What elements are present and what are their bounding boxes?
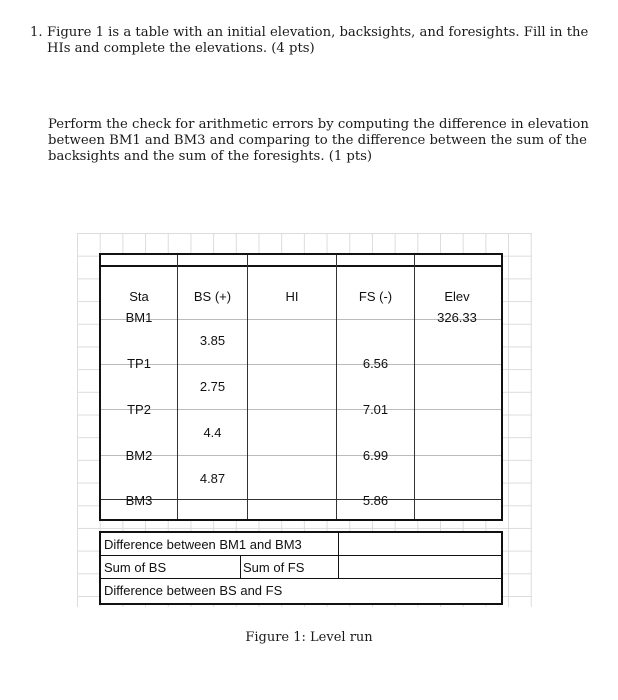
station-tp2: TP2 <box>127 402 151 417</box>
station-tp1: TP1 <box>127 356 151 371</box>
question-1-text: Figure 1 is a table with an initial elevation, backsights, and foresights. Fill in the HIs and complete the elevations. (4 pts) <box>47 25 589 56</box>
question-1-number: 1. <box>30 25 43 40</box>
header-elev: Elev <box>444 289 470 304</box>
header-hi: HI <box>285 289 299 304</box>
column-divider <box>338 533 339 555</box>
column-divider <box>338 555 339 578</box>
station-bm3: BM3 <box>125 493 153 508</box>
bs-value: 2.75 <box>199 379 226 394</box>
label-sum-bs: Sum of BS <box>104 560 167 575</box>
fs-value: 5.86 <box>362 493 389 508</box>
elev-bm1: 326.33 <box>437 310 477 325</box>
row-divider <box>101 578 501 579</box>
header-top-border <box>101 265 501 267</box>
station-bm1: BM1 <box>125 310 153 325</box>
header-fs: FS (-) <box>358 289 393 304</box>
fs-value: 7.01 <box>362 402 389 417</box>
column-divider <box>240 555 241 578</box>
bs-value: 4.4 <box>203 425 222 440</box>
bs-value: 3.85 <box>199 333 226 348</box>
bs-value: 4.87 <box>199 471 226 486</box>
header-bs: BS (+) <box>193 289 232 304</box>
fs-value: 6.99 <box>362 448 389 463</box>
station-bm2: BM2 <box>125 448 153 463</box>
check-table <box>99 531 503 605</box>
label-sum-fs: Sum of FS <box>243 560 305 575</box>
level-run-table <box>99 253 503 521</box>
row-divider <box>101 555 501 556</box>
header-sta: Sta <box>129 289 149 304</box>
label-diff-bm1-bm3: Difference between BM1 and BM3 <box>104 537 302 552</box>
fs-value: 6.56 <box>362 356 389 371</box>
question-2-text: Perform the check for arithmetic errors by computing the difference in elevation between BM1 and BM3 and comparing to the difference between the sum of the backsights and the sum of the foresights. (1 pts) <box>48 117 589 164</box>
question-1 <box>30 25 590 57</box>
label-diff-bs-fs: Difference between BS and FS <box>104 583 283 598</box>
figure-caption: Figure 1: Level run <box>245 630 373 645</box>
